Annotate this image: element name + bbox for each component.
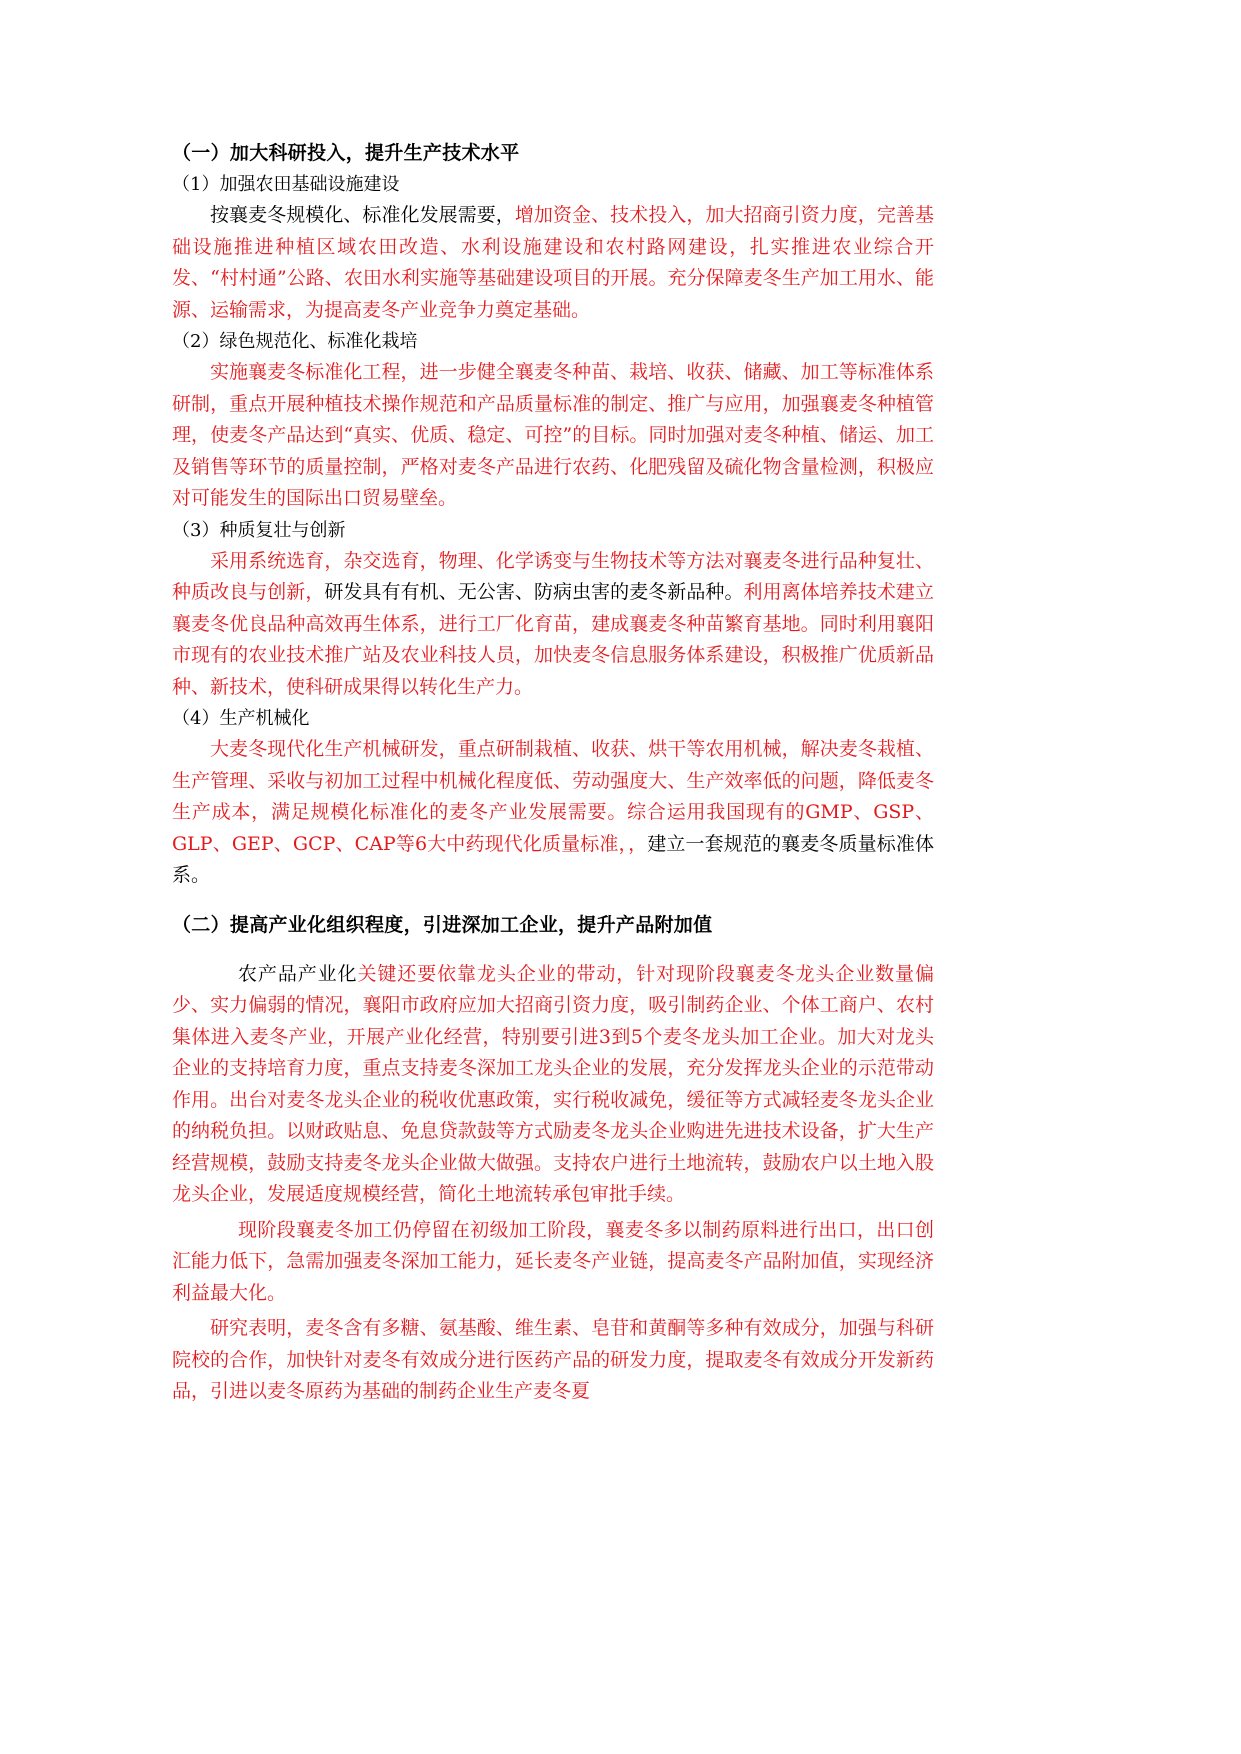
paragraph-1 xyxy=(172,200,934,326)
subheading-2: （2）绿色规范化、标准化栽培 xyxy=(172,331,418,352)
paragraph-3-red-1: 采用系统选育，杂交选育，物理、化学诱变与生物技术等方法对襄麦冬进行品种复壮、种质改良与创新， xyxy=(172,549,934,603)
paragraph-7 xyxy=(172,1313,934,1408)
paragraph-5-body: 关键还要依靠龙头企业的带动，针对现阶段襄麦冬龙头企业数量偏少、实力偏弱的情况，襄阳市政府应加大招商引资力度，吸引制药企业、个体工商户、农村集体进入麦冬产业，开展产业化经营，特别要引进3到5个麦冬龙头加工企业。加大对龙头企业的支持培育力度，重点支持麦冬深加工龙头企业的发展，充分发挥龙头企业的示范带动作用。出台对麦冬龙头企业的税收优惠政策，实行税收减免，缓征等方式减轻麦冬龙头企业的纳税负担。以财政贴息、免息贷款鼓等方式励麦冬龙头企业购进先进技术设备，扩大生产经营规模，鼓励支持麦冬龙头企业做大做强。支持农户进行土地流转，鼓励农户以土地入股龙头企业，发展适度规模经营，简化土地流转承包审批手续。 xyxy=(172,962,934,1205)
paragraph-2-body: 实施襄麦冬标准化工程，进一步健全襄麦冬种苗、栽培、收获、储藏、加工等标准体系研制，重点开展种植技术操作规范和产品质量标准的制定、推广与应用，加强襄麦冬种植管理，使麦冬产品达到“真实、优质、稳定、可控”的目标。同时加强对麦冬种植、储运、加工及销售等环节的质量控制，严格对麦冬产品进行农药、化肥残留及硫化物含量检测，积极应对可能发生的国际出口贸易壁垒。 xyxy=(172,361,934,509)
paragraph-4-body: 大麦冬现代化生产机械研发，重点研制栽植、收获、烘干等农用机械，解决麦冬栽植、生产管理、采收与初加工过程中机械化程度低、劳动强度大、生产效率低的问题，降低麦冬生产成本，满足规模化标准化的麦冬产业发展需要。综合运用我国现有的GMP、GSP、GLP、GEP、GCP、CAP等6大中药现代化质量标准，， xyxy=(172,738,934,855)
paragraph-1-lead: 按襄麦冬规模化、标准化发展需要， xyxy=(210,204,515,226)
section-heading-1: （一）加大科研投入，提升生产技术水平 xyxy=(172,142,520,164)
section-heading-2: （二）提高产业化组织程度，引进深加工企业，提升产品附加值 xyxy=(172,913,713,936)
paragraph-4 xyxy=(172,734,934,892)
paragraph-5-lead: 农产品产业化 xyxy=(238,962,358,985)
subheading-3: （3）种质复壮与创新 xyxy=(172,519,346,541)
document-page xyxy=(172,138,934,1408)
subheading-4: （4）生产机械化 xyxy=(172,708,310,729)
paragraph-7-lead: 研究表明，麦冬含有多糖、氨基酸、维生素、皂苷和黄酮等多种有效成分 xyxy=(210,1317,820,1339)
paragraph-2 xyxy=(172,357,934,515)
paragraph-3-black-2: 同时利用襄阳市现有的农业技术推广站及农业科技人员，加快麦冬信息服务体系建设，积极推广优质新品种、新技术，使科研成果得以转化生产力。 xyxy=(172,612,934,698)
paragraph-4-tail: 建立一套规范的襄麦冬质量标准体系。 xyxy=(172,832,934,886)
paragraph-3 xyxy=(172,546,934,704)
paragraph-6-body: 现阶段襄麦冬加工仍停留在初级加工阶段，襄麦冬多以制药原料进行出口，出口创汇能力低下，急需加强麦冬深加工能力，延长麦冬产业链，提高麦冬产品附加值，实现经济利益最大化。 xyxy=(172,1218,934,1304)
paragraph-3-red-2: 利用离体培养技术建立襄麦冬优良品种高效再生体系，进行工厂化育苗，建成襄麦冬种苗繁育基地。 xyxy=(172,581,934,635)
paragraph-3-black-1: 研发具有有机、无公害、防病虫害的麦冬新品种。 xyxy=(324,581,744,603)
paragraph-1-body: 增加资金、技术投入，加大招商引资力度，完善基础设施推进种植区域农田改造、水利设施建设和农村路网建设，扎实推进农业综合开发、“村村通”公路、农田水利实施等基础建设项目的开展。充分保障麦冬生产加工用水、能源、运输需求，为提高麦冬产业竞争力奠定基础。 xyxy=(172,204,934,321)
subheading-1: （1）加强农田基础设施建设 xyxy=(172,174,400,195)
paragraph-5 xyxy=(172,959,934,1211)
paragraph-7-body: ，加强与科研院校的合作，加快针对麦冬有效成分进行医药产品的研发力度，提取麦冬有效成分开发新药品，引进以麦冬原药为基础的制药企业生产麦冬夏 xyxy=(172,1317,934,1402)
paragraph-6 xyxy=(172,1215,934,1310)
